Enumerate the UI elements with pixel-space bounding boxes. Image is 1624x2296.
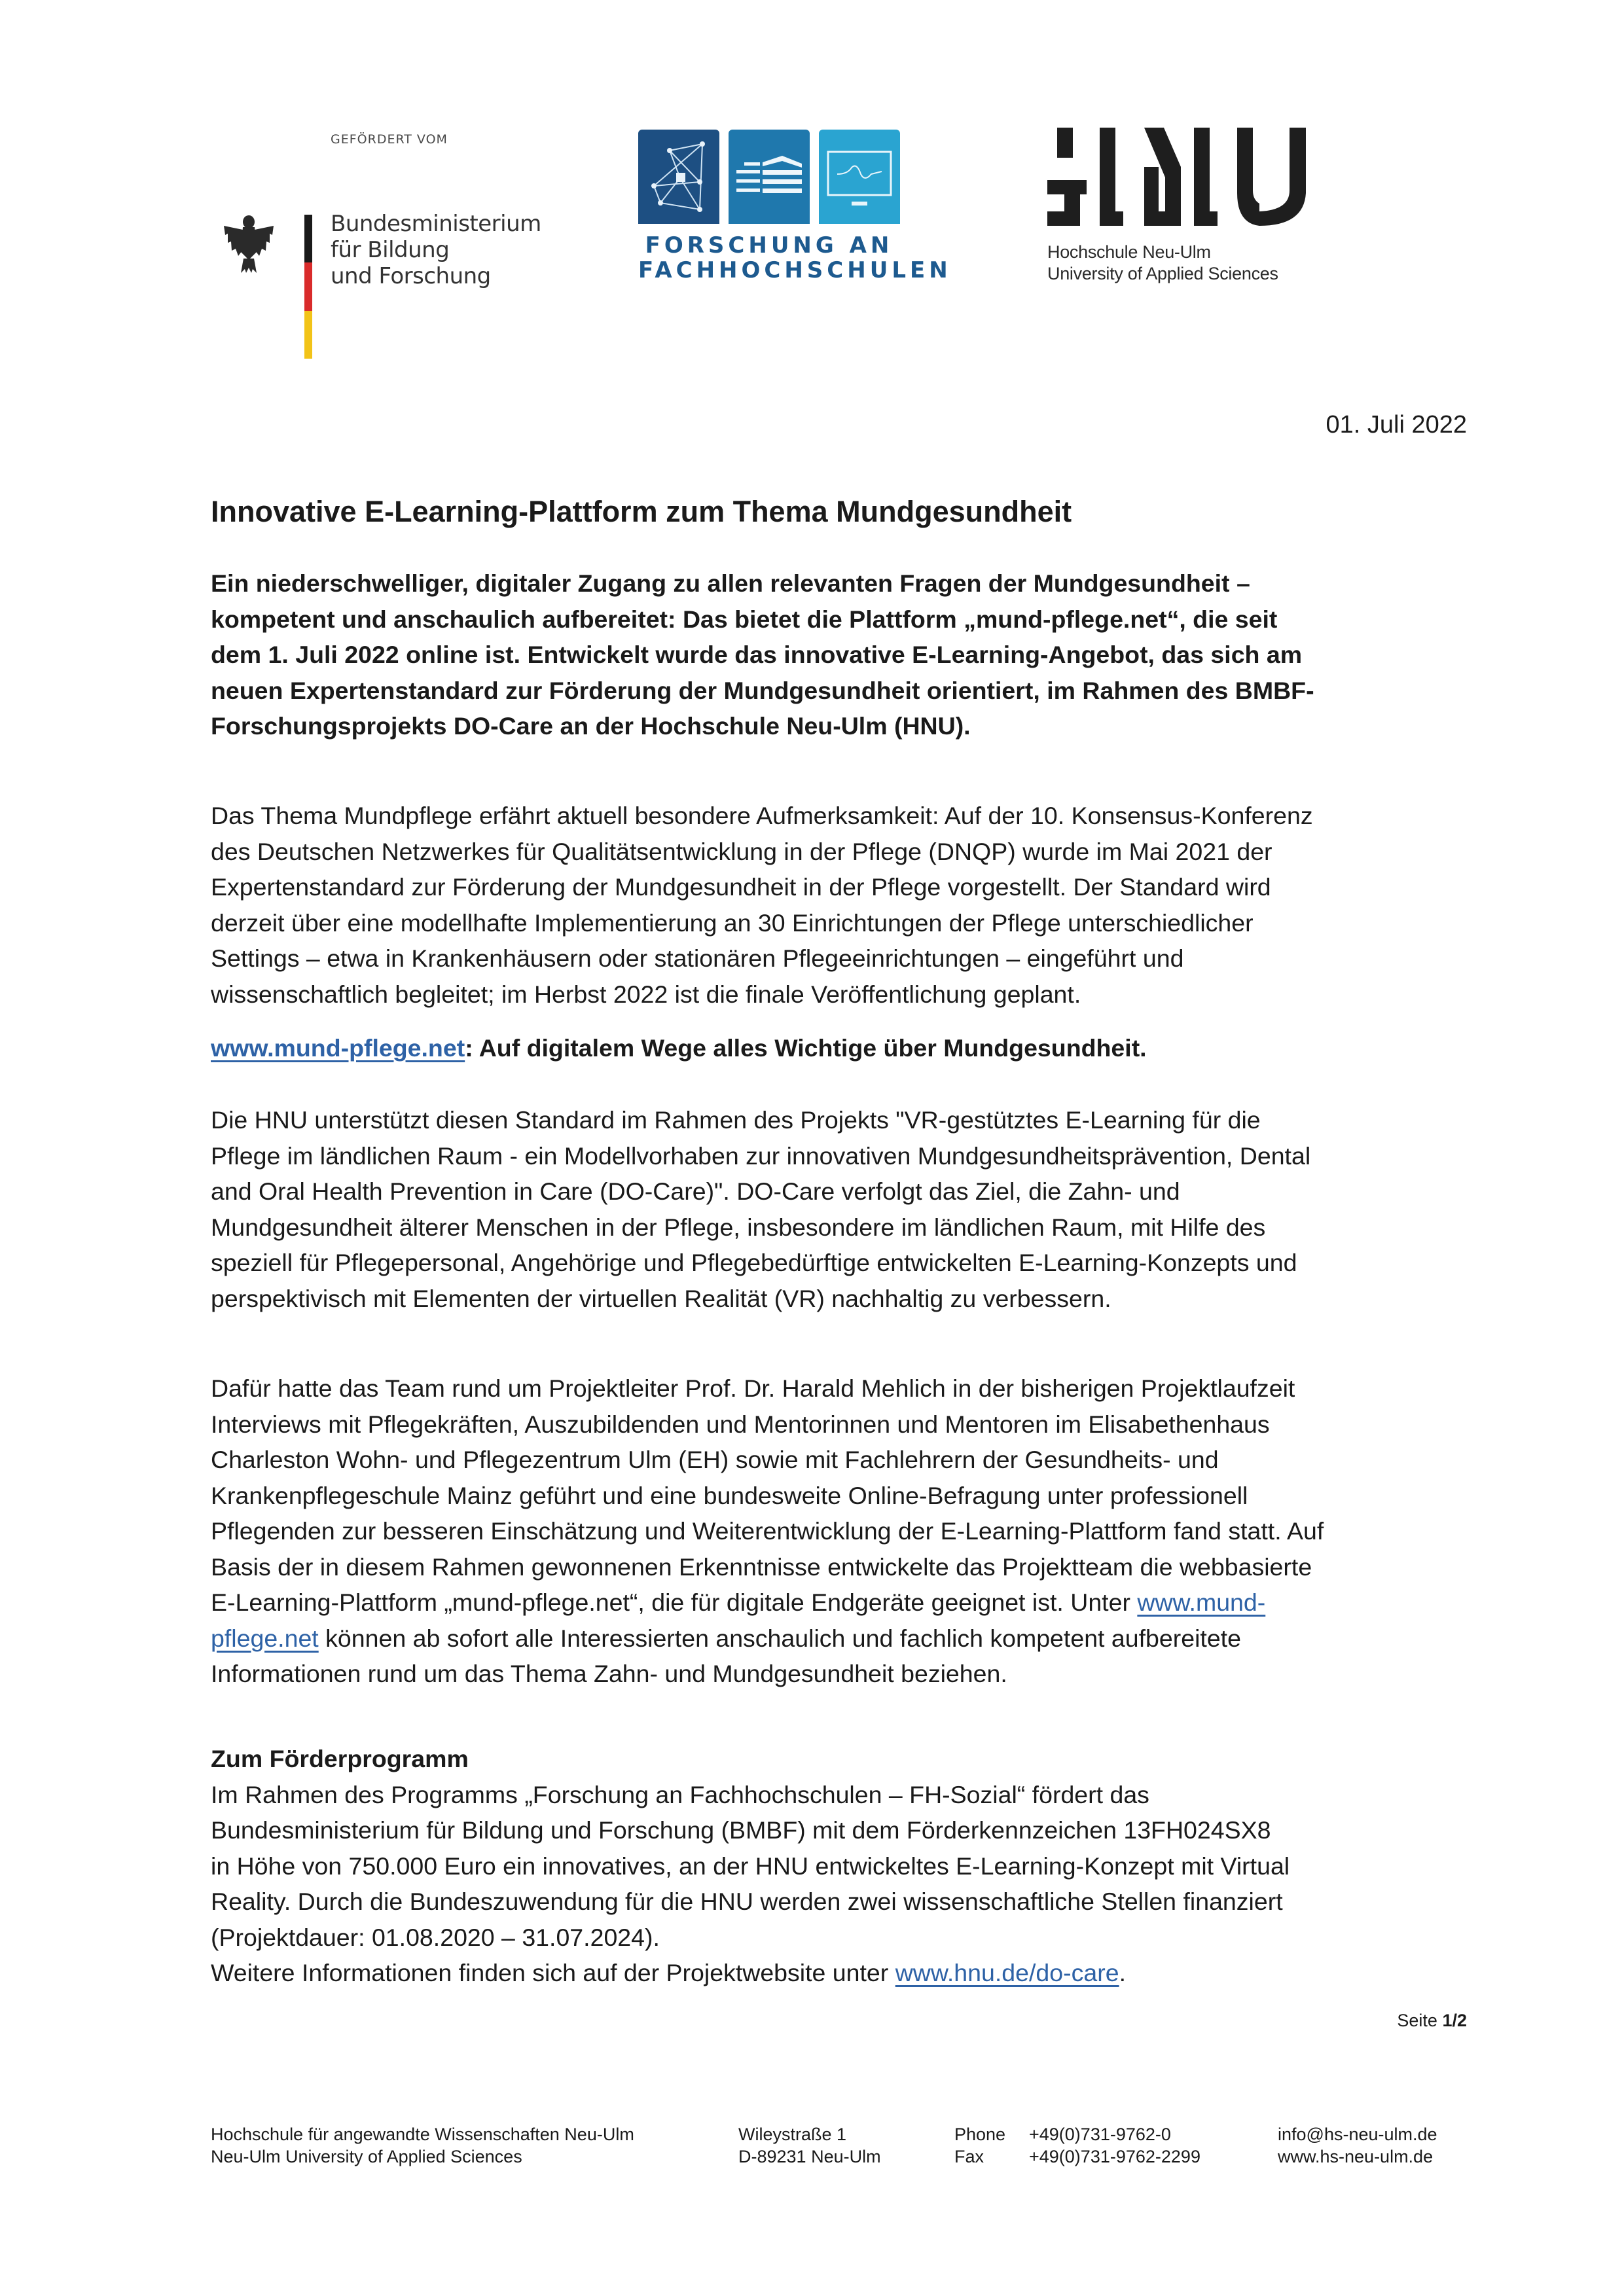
highlight-line xyxy=(211,1030,1147,1066)
footer-address xyxy=(738,2123,881,2168)
funding-text-end: . xyxy=(1119,1959,1126,1986)
paragraph-text: E-Learning-Plattform „mund-pflege.net“, die für digitale Endgeräte geeignet ist. Unter xyxy=(211,1588,1138,1616)
document-date: 01. Juli 2022 xyxy=(1326,411,1467,439)
paragraph-line: derzeit über eine modellhafte Implementierung an 30 Einrichtungen der Pflege unterschiedlicher xyxy=(211,908,1254,937)
monitor-tile-icon xyxy=(819,130,900,224)
funding-heading: Zum Förderprogramm xyxy=(211,1745,469,1772)
paragraph-line xyxy=(211,1585,1324,1621)
network-tile-icon xyxy=(638,130,719,224)
hnu-subtitle-line: University of Applied Sciences xyxy=(1047,264,1278,283)
mund-pflege-link-part2[interactable]: pflege.net xyxy=(211,1624,319,1652)
hnu-subtitle-line: Hochschule Neu-Ulm xyxy=(1047,242,1211,262)
funding-line: (Projektdauer: 01.08.2020 – 31.07.2024). xyxy=(211,1923,660,1951)
lead-line: Forschungsprojekts DO-Care an der Hochschule Neu-Ulm (HNU). xyxy=(211,712,971,740)
fax-number: +49(0)731-9762-2299 xyxy=(1029,2147,1200,2166)
paragraph-line: Pflege im ländlichen Raum - ein Modellvorhaben zur innovativen Mundgesundheitsprävention, Dental xyxy=(211,1141,1311,1170)
paragraph-line: Das Thema Mundpflege erfährt aktuell besondere Aufmerksamkeit: Auf der 10. Konsensus-Konferenz xyxy=(211,802,1313,829)
fh-caption-line: FACHHOCHSCHULEN xyxy=(638,257,952,283)
footer-line: Hochschule für angewandte Wissenschaften Neu-Ulm xyxy=(211,2125,634,2144)
paragraph-line: speziell für Pflegepersonal, Angehörige und Pflegebedürftige entwickelten E-Learning-Konzepts und xyxy=(211,1249,1297,1276)
flag-red xyxy=(304,262,312,310)
page-number xyxy=(1397,2011,1467,2031)
fh-research-logo xyxy=(638,130,952,283)
lead-line: dem 1. Juli 2022 online ist. Entwickelt wurde das innovative E-Learning-Angebot, das sich am xyxy=(211,641,1303,668)
paragraph-line: Interviews mit Pflegekräften, Auszubildenden und Mentorinnen und Mentoren im Elisabethenhaus xyxy=(211,1410,1270,1438)
paragraph-line: Krankenpflegeschule Mainz geführt und eine bundesweite Online-Befragung unter professionell xyxy=(211,1481,1248,1509)
fh-caption-line: FORSCHUNG AN xyxy=(645,232,893,259)
paragraph-line xyxy=(211,1621,1324,1657)
paragraph-line: Informationen rund um das Thema Zahn- und Mundgesundheit beziehen. xyxy=(211,1660,1007,1687)
federal-eagle-icon xyxy=(223,213,275,275)
paragraph-line: des Deutschen Netzwerkes für Qualitätsentwicklung in der Pflege (DNQP) wurde im Mai 2021 der xyxy=(211,837,1272,865)
paragraph-line: perspektivisch mit Elementen der virtuellen Realität (VR) nachhaltig zu verbessern. xyxy=(211,1284,1111,1312)
paragraph-line: Charleston Wohn- und Pflegezentrum Ulm (EH) sowie mit Fachlehrern der Gesundheits- und xyxy=(211,1446,1219,1473)
flag-black xyxy=(304,215,312,262)
lead-line: Ein niederschwelliger, digitaler Zugang zu allen relevanten Fragen der Mundgesundheit – xyxy=(211,569,1250,597)
paragraph-line: Settings – etwa in Krankenhäusern oder stationären Pflegeeinrichtungen – eingeführt und xyxy=(211,944,1184,972)
paragraph-line: Dafür hatte das Team rund um Projektleiter Prof. Dr. Harald Mehlich in der bisherigen Projektlaufzeit xyxy=(211,1374,1295,1402)
paragraph-line: and Oral Health Prevention in Care (DO-Care)". DO-Care verfolgt das Ziel, die Zahn- und xyxy=(211,1177,1180,1205)
building-tile-icon xyxy=(729,130,810,224)
supported-by-label: GEFÖRDERT VOM xyxy=(331,132,448,147)
ministry-line: für Bildung xyxy=(331,237,450,263)
german-flag-bar xyxy=(304,215,312,359)
hnu-logo xyxy=(1047,128,1388,298)
fh-logo-caption xyxy=(638,232,952,283)
footer-contact-labels xyxy=(954,2123,1005,2168)
footer-email: info@hs-neu-ulm.de xyxy=(1278,2125,1437,2144)
lead-line: kompetent und anschaulich aufbereitet: Das bietet die Plattform „mund-pflege.net“, die seit xyxy=(211,605,1278,633)
lead-paragraph xyxy=(211,565,1314,744)
page-count: 1/2 xyxy=(1442,2011,1467,2030)
project-website-link[interactable]: www.hnu.de/do-care xyxy=(895,1959,1119,1986)
mund-pflege-link[interactable]: www.mund-pflege.net xyxy=(211,1034,465,1062)
paragraph-line: Mundgesundheit älterer Menschen in der Pflege, insbesondere im ländlichen Raum, mit Hilfe des xyxy=(211,1213,1266,1241)
flag-gold xyxy=(304,311,312,359)
paragraph-line: Expertenstandard zur Förderung der Mundgesundheit in der Pflege vorgestellt. Der Standard wird xyxy=(211,873,1271,901)
lead-line: neuen Expertenstandard zur Förderung der Mundgesundheit orientiert, im Rahmen des BMBF- xyxy=(211,676,1314,704)
funding-line: Bundesministerium für Bildung und Forschung (BMBF) mit dem Förderkennzeichen 13FH024SX8 xyxy=(211,1816,1271,1844)
hnu-wordmark-icon xyxy=(1047,128,1322,226)
funding-text: Weitere Informationen finden sich auf der Projektwebsite unter xyxy=(211,1959,895,1986)
ministry-name xyxy=(331,211,541,289)
phone-number: +49(0)731-9762-0 xyxy=(1029,2125,1171,2144)
bmbf-logo xyxy=(223,124,563,347)
ministry-line: Bundesministerium xyxy=(331,211,541,237)
highlight-text: : Auf digitalem Wege alles Wichtige über Mundgesundheit. xyxy=(465,1034,1147,1062)
paragraph-line: Die HNU unterstützt diesen Standard im Rahmen des Projekts "VR-gestütztes E-Learning für die xyxy=(211,1106,1261,1134)
footer-contact-values xyxy=(1029,2123,1200,2168)
document-title: Innovative E-Learning-Plattform zum Thema Mundgesundheit xyxy=(211,495,1072,528)
funding-line: Reality. Durch die Bundeszuwendung für die HNU werden zwei wissenschaftliche Stellen finanziert xyxy=(211,1888,1283,1915)
funding-line: in Höhe von 750.000 Euro ein innovatives, an der HNU entwickeltes E-Learning-Konzept mit Virtual xyxy=(211,1852,1290,1880)
funding-line xyxy=(211,1955,1290,1991)
paragraph-line: wissenschaftlich begleitet; im Herbst 2022 ist die finale Veröffentlichung geplant. xyxy=(211,980,1081,1008)
footer-web xyxy=(1278,2123,1437,2168)
funding-line: Im Rahmen des Programms „Forschung an Fachhochschulen – FH-Sozial“ fördert das xyxy=(211,1780,1149,1808)
paragraph-line: Basis der in diesem Rahmen gewonnenen Erkenntnisse entwickelte das Projektteam die webbasierte xyxy=(211,1552,1312,1581)
footer-line: D-89231 Neu-Ulm xyxy=(738,2147,881,2166)
footer-line: Neu-Ulm University of Applied Sciences xyxy=(211,2147,522,2166)
page-label: Seite xyxy=(1397,2011,1443,2030)
ministry-line: und Forschung xyxy=(331,263,491,289)
funding-section xyxy=(211,1741,1290,1991)
paragraph-dnqp xyxy=(211,798,1313,1012)
phone-label: Phone xyxy=(954,2125,1006,2144)
paragraph-do-care xyxy=(211,1102,1310,1316)
mund-pflege-link-part1[interactable]: www.mund- xyxy=(1137,1588,1266,1616)
paragraph-team xyxy=(211,1371,1324,1692)
paragraph-text: können ab sofort alle Interessierten anschaulich und fachlich kompetent aufbereitete xyxy=(318,1624,1241,1652)
footer-website: www.hs-neu-ulm.de xyxy=(1278,2147,1434,2166)
footer-line: Wileystraße 1 xyxy=(738,2125,847,2144)
paragraph-line: Pflegenden zur besseren Einschätzung und Weiterentwicklung der E-Learning-Plattform fand statt. Auf xyxy=(211,1517,1324,1545)
hnu-subtitle xyxy=(1047,242,1388,285)
fax-label: Fax xyxy=(954,2147,984,2166)
footer-institution xyxy=(211,2123,634,2168)
